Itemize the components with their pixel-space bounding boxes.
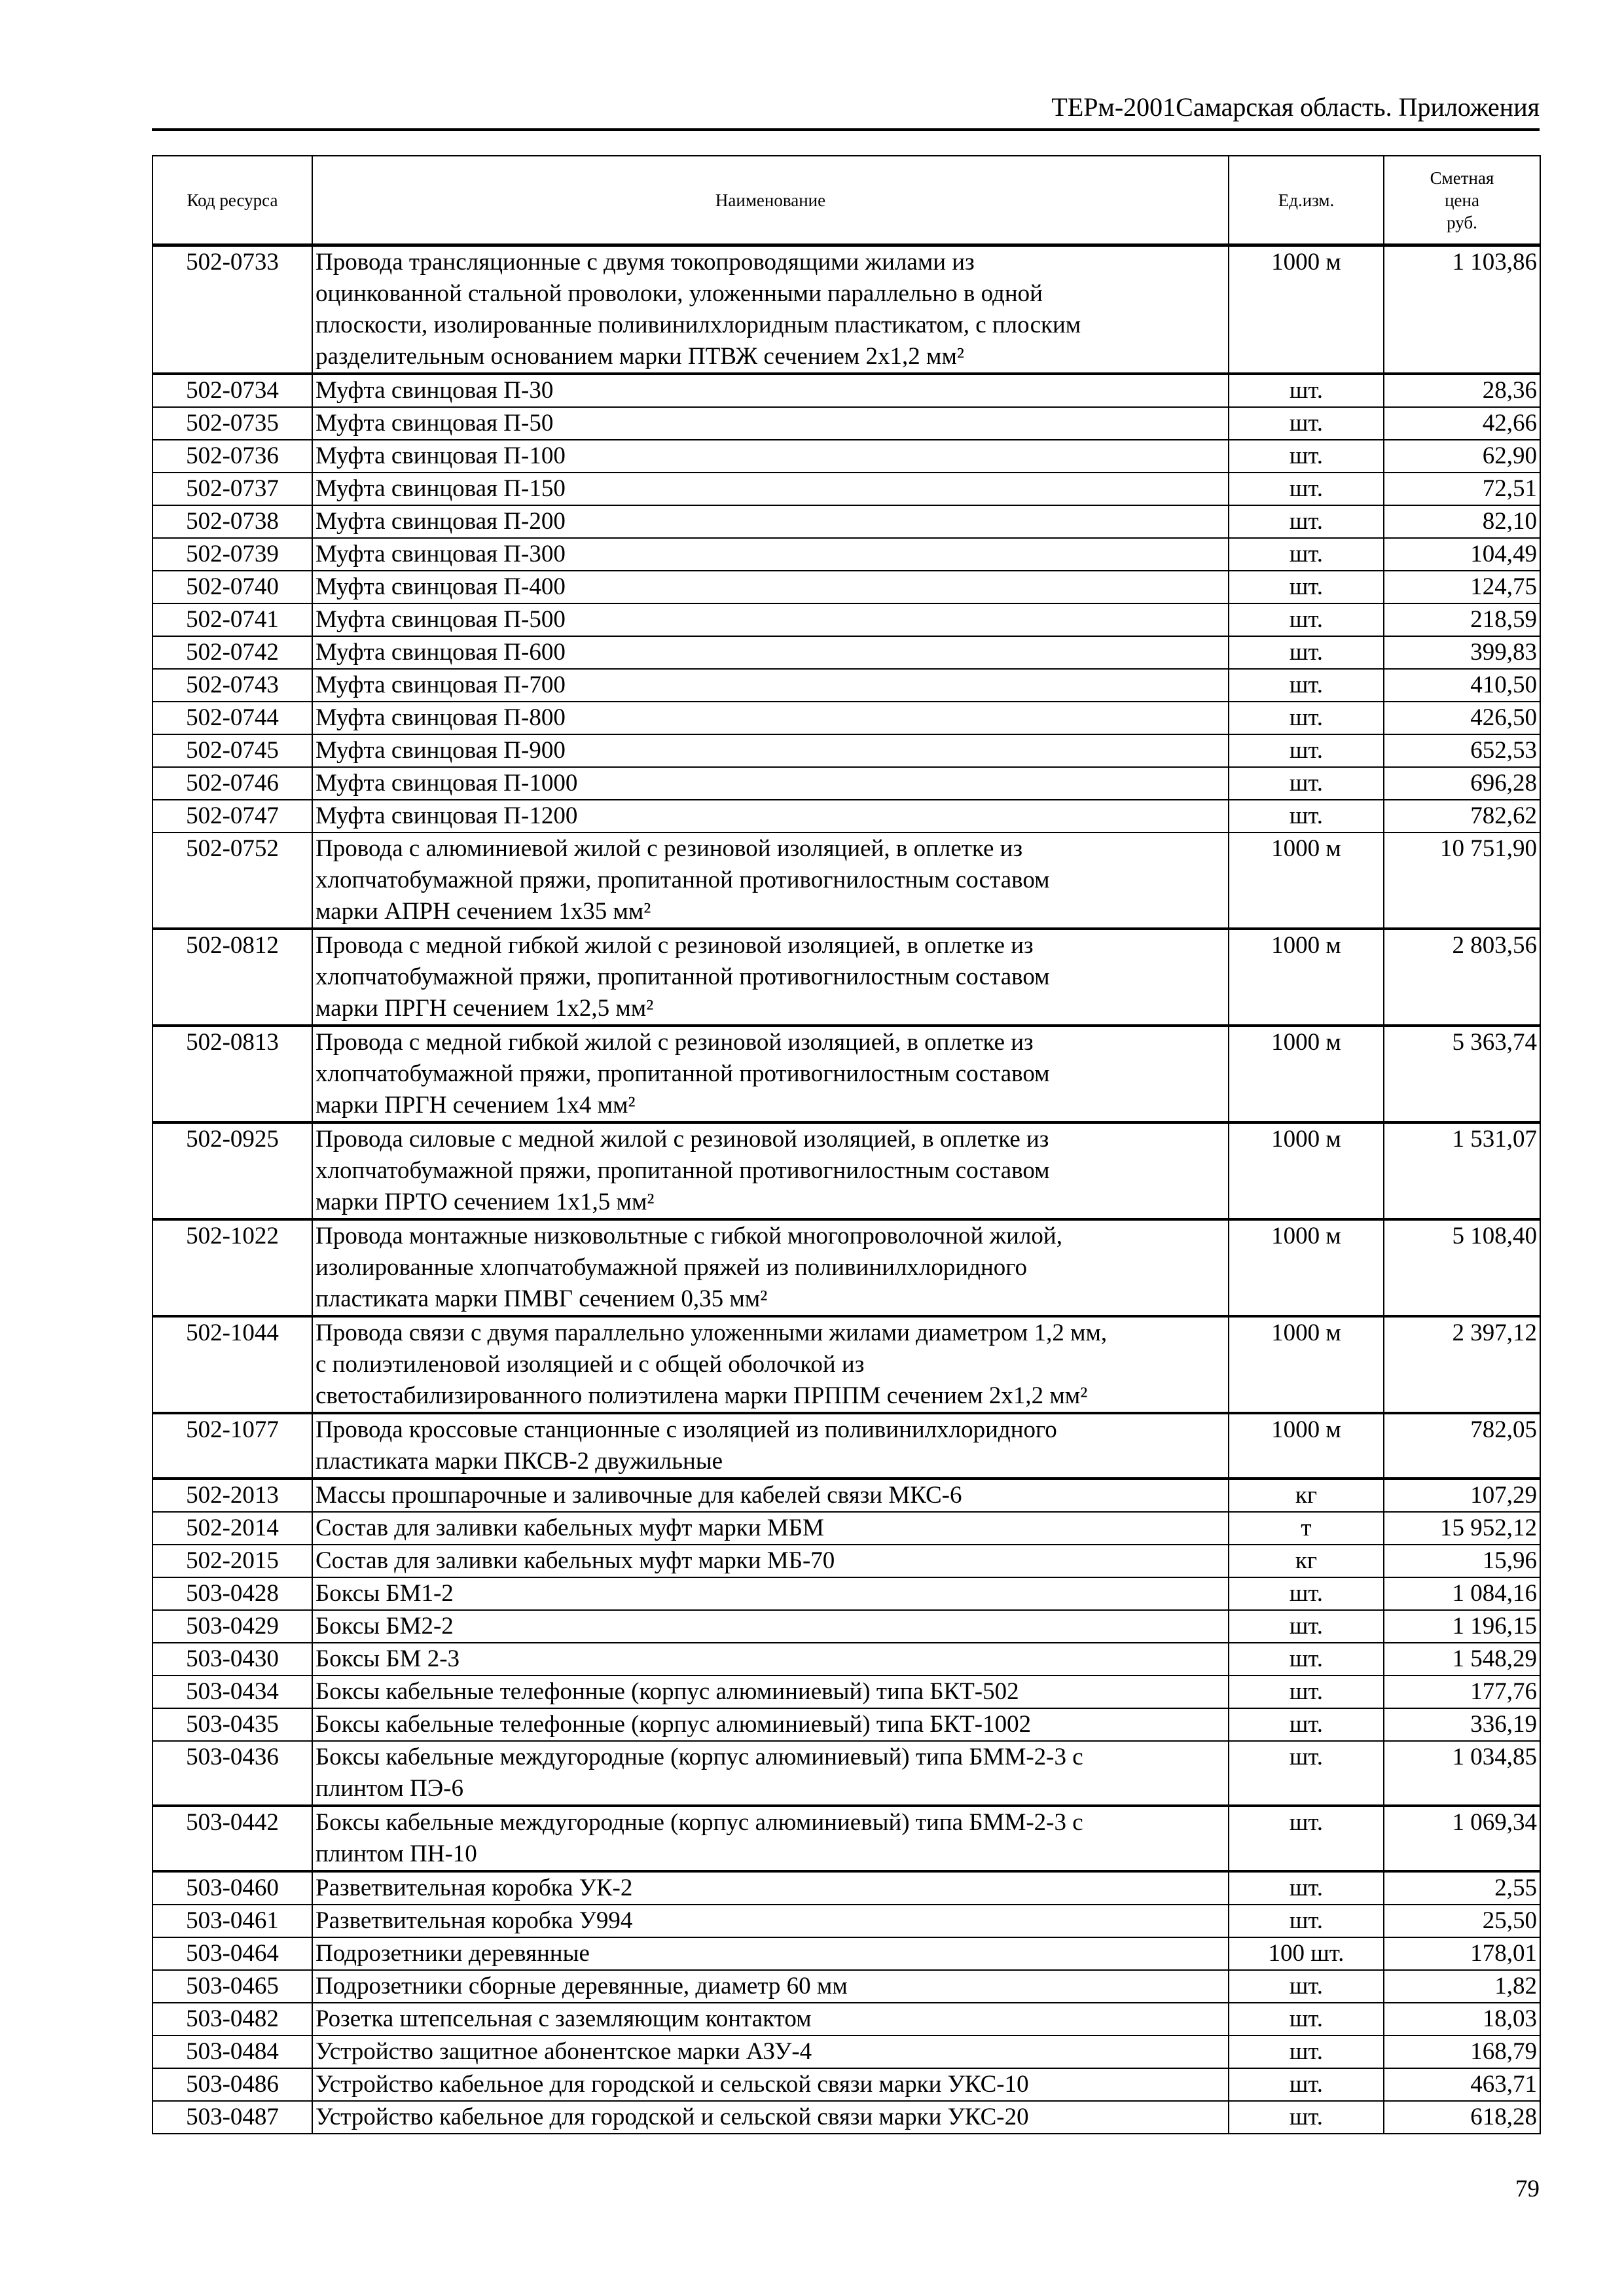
cell-unit: шт. (1229, 767, 1384, 800)
cell-name: Муфта свинцовая П-900 (312, 734, 1229, 767)
cell-name: Боксы кабельные междугородные (корпус алюминиевый) типа БММ-2-3 с плинтом ПН-10 (312, 1806, 1229, 1871)
table-row (153, 1479, 1540, 1512)
cell-code: 503-0465 (153, 1970, 312, 2003)
cell-name: Провода с алюминиевой жилой с резиновой изоляцией, в оплетке из хлопчатобумажной пряжи, пропитанной противогнилостным составом марки АПРН сечением 1х35 мм² (312, 833, 1229, 929)
cell-name: Муфта свинцовая П-500 (312, 603, 1229, 636)
cell-unit: шт. (1229, 2003, 1384, 2036)
cell-unit: шт. (1229, 1905, 1384, 1937)
cell-unit: шт. (1229, 800, 1384, 833)
cell-price: 72,51 (1384, 473, 1540, 505)
table-row (153, 603, 1540, 636)
table-row (153, 571, 1540, 603)
cell-code: 503-0429 (153, 1610, 312, 1643)
table-row (153, 374, 1540, 407)
cell-price: 25,50 (1384, 1905, 1540, 1937)
cell-code: 503-0442 (153, 1806, 312, 1871)
cell-name: Боксы кабельные телефонные (корпус алюминиевый) типа БКТ-1002 (312, 1708, 1229, 1741)
cell-code: 502-0812 (153, 929, 312, 1026)
table-row (153, 734, 1540, 767)
cell-unit: 1000 м (1229, 1219, 1384, 1316)
cell-code: 502-0733 (153, 245, 312, 374)
cell-unit: шт. (1229, 1643, 1384, 1676)
table-row (153, 1610, 1540, 1643)
cell-price: 18,03 (1384, 2003, 1540, 2036)
cell-price: 426,50 (1384, 702, 1540, 734)
cell-price: 1,82 (1384, 1970, 1540, 2003)
cell-unit: 1000 м (1229, 929, 1384, 1026)
cell-code: 503-0461 (153, 1905, 312, 1937)
cell-price: 2 803,56 (1384, 929, 1540, 1026)
cell-name: Устройство кабельное для городской и сельской связи марки УКС-20 (312, 2101, 1229, 2134)
cell-code: 502-0734 (153, 374, 312, 407)
cell-code: 503-0486 (153, 2068, 312, 2101)
cell-code: 502-2013 (153, 1479, 312, 1512)
cell-unit: т (1229, 1512, 1384, 1545)
table-row (153, 1937, 1540, 1970)
cell-unit: шт. (1229, 538, 1384, 571)
cell-code: 502-0735 (153, 407, 312, 440)
cell-unit: 1000 м (1229, 245, 1384, 374)
cell-price: 1 103,86 (1384, 245, 1540, 374)
cell-price: 15 952,12 (1384, 1512, 1540, 1545)
table-row (153, 2068, 1540, 2101)
cell-name: Боксы БМ 2-3 (312, 1643, 1229, 1676)
table-row (153, 505, 1540, 538)
cell-code: 502-0741 (153, 603, 312, 636)
cell-price: 399,83 (1384, 636, 1540, 669)
table-row (153, 538, 1540, 571)
running-header: ТЕРм-2001Самарская область. Приложения (1051, 92, 1540, 122)
cell-unit: шт. (1229, 1577, 1384, 1610)
cell-unit: шт. (1229, 1741, 1384, 1806)
cell-name: Боксы кабельные телефонные (корпус алюминиевый) типа БКТ-502 (312, 1676, 1229, 1708)
cell-code: 502-1022 (153, 1219, 312, 1316)
table-row (153, 833, 1540, 929)
cell-price: 62,90 (1384, 440, 1540, 473)
cell-price: 218,59 (1384, 603, 1540, 636)
cell-name: Провода с медной гибкой жилой с резиновой изоляцией, в оплетке из хлопчатобумажной пряжи, пропитанной противогнилостным составом марки ПРГН сечением 1х4 мм² (312, 1026, 1229, 1122)
cell-price: 336,19 (1384, 1708, 1540, 1741)
table-row (153, 1741, 1540, 1806)
cell-unit: кг (1229, 1545, 1384, 1577)
cell-code: 502-0743 (153, 669, 312, 702)
cell-unit: шт. (1229, 407, 1384, 440)
cell-code: 502-0745 (153, 734, 312, 767)
cell-unit: шт. (1229, 505, 1384, 538)
cell-unit: шт. (1229, 440, 1384, 473)
cell-name: Муфта свинцовая П-150 (312, 473, 1229, 505)
cell-price: 1 531,07 (1384, 1122, 1540, 1219)
cell-price: 15,96 (1384, 1545, 1540, 1577)
cell-price: 178,01 (1384, 1937, 1540, 1970)
cell-name: Муфта свинцовая П-200 (312, 505, 1229, 538)
cell-name: Боксы кабельные междугородные (корпус алюминиевый) типа БММ-2-3 с плинтом ПЭ-6 (312, 1741, 1229, 1806)
cell-unit: шт. (1229, 1708, 1384, 1741)
cell-name: Провода монтажные низковольтные с гибкой многопроволочной жилой, изолированные хлопчатобумажной пряжей из поливинилхлоридного пластиката марки ПМВГ сечением 0,35 мм² (312, 1219, 1229, 1316)
cell-code: 503-0430 (153, 1643, 312, 1676)
cell-code: 502-0746 (153, 767, 312, 800)
cell-price: 177,76 (1384, 1676, 1540, 1708)
table-row (153, 1806, 1540, 1871)
cell-name: Провода связи с двумя параллельно уложенными жилами диаметром 1,2 мм, с полиэтиленовой изоляцией и с общей оболочкой из светостабилизированного полиэтилена марки ПРППМ сечением 2х1,2 мм² (312, 1316, 1229, 1413)
cell-name: Муфта свинцовая П-400 (312, 571, 1229, 603)
cell-price: 10 751,90 (1384, 833, 1540, 929)
cell-unit: шт. (1229, 1806, 1384, 1871)
cell-name: Розетка штепсельная с заземляющим контактом (312, 2003, 1229, 2036)
cell-unit: шт. (1229, 1676, 1384, 1708)
cell-unit: 1000 м (1229, 1122, 1384, 1219)
cell-name: Массы прошпарочные и заливочные для кабелей связи МКС-6 (312, 1479, 1229, 1512)
cell-price: 782,62 (1384, 800, 1540, 833)
cell-code: 502-0752 (153, 833, 312, 929)
cell-unit: шт. (1229, 2068, 1384, 2101)
cell-price: 104,49 (1384, 538, 1540, 571)
cell-name: Провода с медной гибкой жилой с резиновой изоляцией, в оплетке из хлопчатобумажной пряжи, пропитанной противогнилостным составом марки ПРГН сечением 1х2,5 мм² (312, 929, 1229, 1026)
cell-unit: шт. (1229, 473, 1384, 505)
cell-code: 502-0740 (153, 571, 312, 603)
cell-name: Боксы БМ1-2 (312, 1577, 1229, 1610)
table-row (153, 669, 1540, 702)
page-number: 79 (1515, 2176, 1540, 2202)
cell-name: Провода силовые с медной жилой с резиновой изоляцией, в оплетке из хлопчатобумажной пряжи, пропитанной противогнилостным составом марки ПРТО сечением 1х1,5 мм² (312, 1122, 1229, 1219)
table-row (153, 245, 1540, 374)
table-row (153, 1905, 1540, 1937)
cell-code: 502-2014 (153, 1512, 312, 1545)
cell-name: Муфта свинцовая П-700 (312, 669, 1229, 702)
resource-price-table (152, 155, 1541, 2134)
cell-price: 5 108,40 (1384, 1219, 1540, 1316)
cell-price: 1 069,34 (1384, 1806, 1540, 1871)
cell-price: 782,05 (1384, 1413, 1540, 1479)
cell-unit: 1000 м (1229, 1413, 1384, 1479)
cell-unit: шт. (1229, 636, 1384, 669)
cell-price: 1 084,16 (1384, 1577, 1540, 1610)
table-row (153, 767, 1540, 800)
cell-code: 502-0739 (153, 538, 312, 571)
cell-price: 1 034,85 (1384, 1741, 1540, 1806)
cell-code: 503-0487 (153, 2101, 312, 2134)
cell-code: 503-0436 (153, 1741, 312, 1806)
cell-unit: шт. (1229, 1871, 1384, 1905)
cell-unit: шт. (1229, 1970, 1384, 2003)
cell-name: Провода трансляционные с двумя токопроводящими жилами из оцинкованной стальной проволоки, уложенными параллельно в одной плоскости, изолированные поливинилхлоридным пластикатом, с плоским разделительным основанием марки ПТВЖ сечением 2х1,2 мм² (312, 245, 1229, 374)
cell-price: 2,55 (1384, 1871, 1540, 1905)
table-row (153, 2101, 1540, 2134)
table-row (153, 1970, 1540, 2003)
cell-name: Боксы БМ2-2 (312, 1610, 1229, 1643)
cell-unit: 1000 м (1229, 1026, 1384, 1122)
cell-code: 503-0484 (153, 2036, 312, 2068)
cell-code: 502-0738 (153, 505, 312, 538)
cell-name: Провода кроссовые станционные с изоляцией из поливинилхлоридного пластиката марки ПКСВ-2 двужильные (312, 1413, 1229, 1479)
cell-code: 502-1077 (153, 1413, 312, 1479)
cell-price: 28,36 (1384, 374, 1540, 407)
cell-price: 652,53 (1384, 734, 1540, 767)
column-header-code: Код ресурса (153, 156, 312, 245)
page-content (152, 155, 1540, 2205)
cell-code: 502-0925 (153, 1122, 312, 1219)
cell-price: 168,79 (1384, 2036, 1540, 2068)
cell-price: 5 363,74 (1384, 1026, 1540, 1122)
cell-name: Устройство защитное абонентское марки АЗУ-4 (312, 2036, 1229, 2068)
cell-name: Состав для заливки кабельных муфт марки МБМ (312, 1512, 1229, 1545)
table-row (153, 1122, 1540, 1219)
cell-unit: шт. (1229, 2101, 1384, 2134)
cell-name: Муфта свинцовая П-50 (312, 407, 1229, 440)
column-header-unit: Ед.изм. (1229, 156, 1384, 245)
cell-code: 502-2015 (153, 1545, 312, 1577)
cell-code: 503-0460 (153, 1871, 312, 1905)
cell-name: Муфта свинцовая П-1200 (312, 800, 1229, 833)
table-row (153, 1413, 1540, 1479)
table-row (153, 636, 1540, 669)
cell-name: Муфта свинцовая П-300 (312, 538, 1229, 571)
table-row (153, 1219, 1540, 1316)
cell-unit: шт. (1229, 669, 1384, 702)
cell-code: 503-0482 (153, 2003, 312, 2036)
table-header-row (153, 156, 1540, 245)
cell-price: 42,66 (1384, 407, 1540, 440)
table-row (153, 1577, 1540, 1610)
cell-code: 502-1044 (153, 1316, 312, 1413)
cell-unit: шт. (1229, 374, 1384, 407)
cell-price: 618,28 (1384, 2101, 1540, 2134)
cell-unit: шт. (1229, 702, 1384, 734)
cell-name: Муфта свинцовая П-30 (312, 374, 1229, 407)
cell-unit: шт. (1229, 2036, 1384, 2068)
table-row (153, 800, 1540, 833)
cell-unit: 1000 м (1229, 833, 1384, 929)
table-row (153, 1316, 1540, 1413)
cell-code: 502-0813 (153, 1026, 312, 1122)
cell-name: Муфта свинцовая П-800 (312, 702, 1229, 734)
cell-price: 410,50 (1384, 669, 1540, 702)
cell-unit: шт. (1229, 734, 1384, 767)
table-row (153, 2003, 1540, 2036)
cell-unit: 100 шт. (1229, 1937, 1384, 1970)
table-row (153, 1708, 1540, 1741)
cell-unit: кг (1229, 1479, 1384, 1512)
cell-unit: шт. (1229, 571, 1384, 603)
cell-price: 1 548,29 (1384, 1643, 1540, 1676)
cell-name: Разветвительная коробка УК-2 (312, 1871, 1229, 1905)
cell-price: 463,71 (1384, 2068, 1540, 2101)
cell-unit: шт. (1229, 1610, 1384, 1643)
cell-code: 503-0428 (153, 1577, 312, 1610)
cell-code: 502-0737 (153, 473, 312, 505)
table-row (153, 407, 1540, 440)
column-header-price: Сметная цена руб. (1384, 156, 1540, 245)
cell-code: 503-0464 (153, 1937, 312, 1970)
cell-price: 107,29 (1384, 1479, 1540, 1512)
cell-name: Муфта свинцовая П-1000 (312, 767, 1229, 800)
cell-unit: шт. (1229, 603, 1384, 636)
cell-code: 502-0736 (153, 440, 312, 473)
cell-unit: 1000 м (1229, 1316, 1384, 1413)
table-row (153, 1026, 1540, 1122)
table-row (153, 1643, 1540, 1676)
cell-name: Муфта свинцовая П-100 (312, 440, 1229, 473)
cell-price: 82,10 (1384, 505, 1540, 538)
cell-name: Муфта свинцовая П-600 (312, 636, 1229, 669)
cell-price: 2 397,12 (1384, 1316, 1540, 1413)
cell-name: Состав для заливки кабельных муфт марки МБ-70 (312, 1545, 1229, 1577)
cell-code: 502-0742 (153, 636, 312, 669)
table-row (153, 1512, 1540, 1545)
cell-code: 502-0744 (153, 702, 312, 734)
table-row (153, 2036, 1540, 2068)
cell-price: 124,75 (1384, 571, 1540, 603)
cell-code: 503-0435 (153, 1708, 312, 1741)
cell-price: 1 196,15 (1384, 1610, 1540, 1643)
cell-name: Подрозетники деревянные (312, 1937, 1229, 1970)
cell-name: Разветвительная коробка У994 (312, 1905, 1229, 1937)
table-row (153, 473, 1540, 505)
table-row (153, 440, 1540, 473)
table-row (153, 1871, 1540, 1905)
cell-name: Подрозетники сборные деревянные, диаметр 60 мм (312, 1970, 1229, 2003)
cell-name: Устройство кабельное для городской и сельской связи марки УКС-10 (312, 2068, 1229, 2101)
column-header-name: Наименование (312, 156, 1229, 245)
header-rule (152, 128, 1540, 131)
table-row (153, 1676, 1540, 1708)
cell-code: 503-0434 (153, 1676, 312, 1708)
table-row (153, 1545, 1540, 1577)
cell-code: 502-0747 (153, 800, 312, 833)
table-row (153, 929, 1540, 1026)
cell-price: 696,28 (1384, 767, 1540, 800)
table-row (153, 702, 1540, 734)
